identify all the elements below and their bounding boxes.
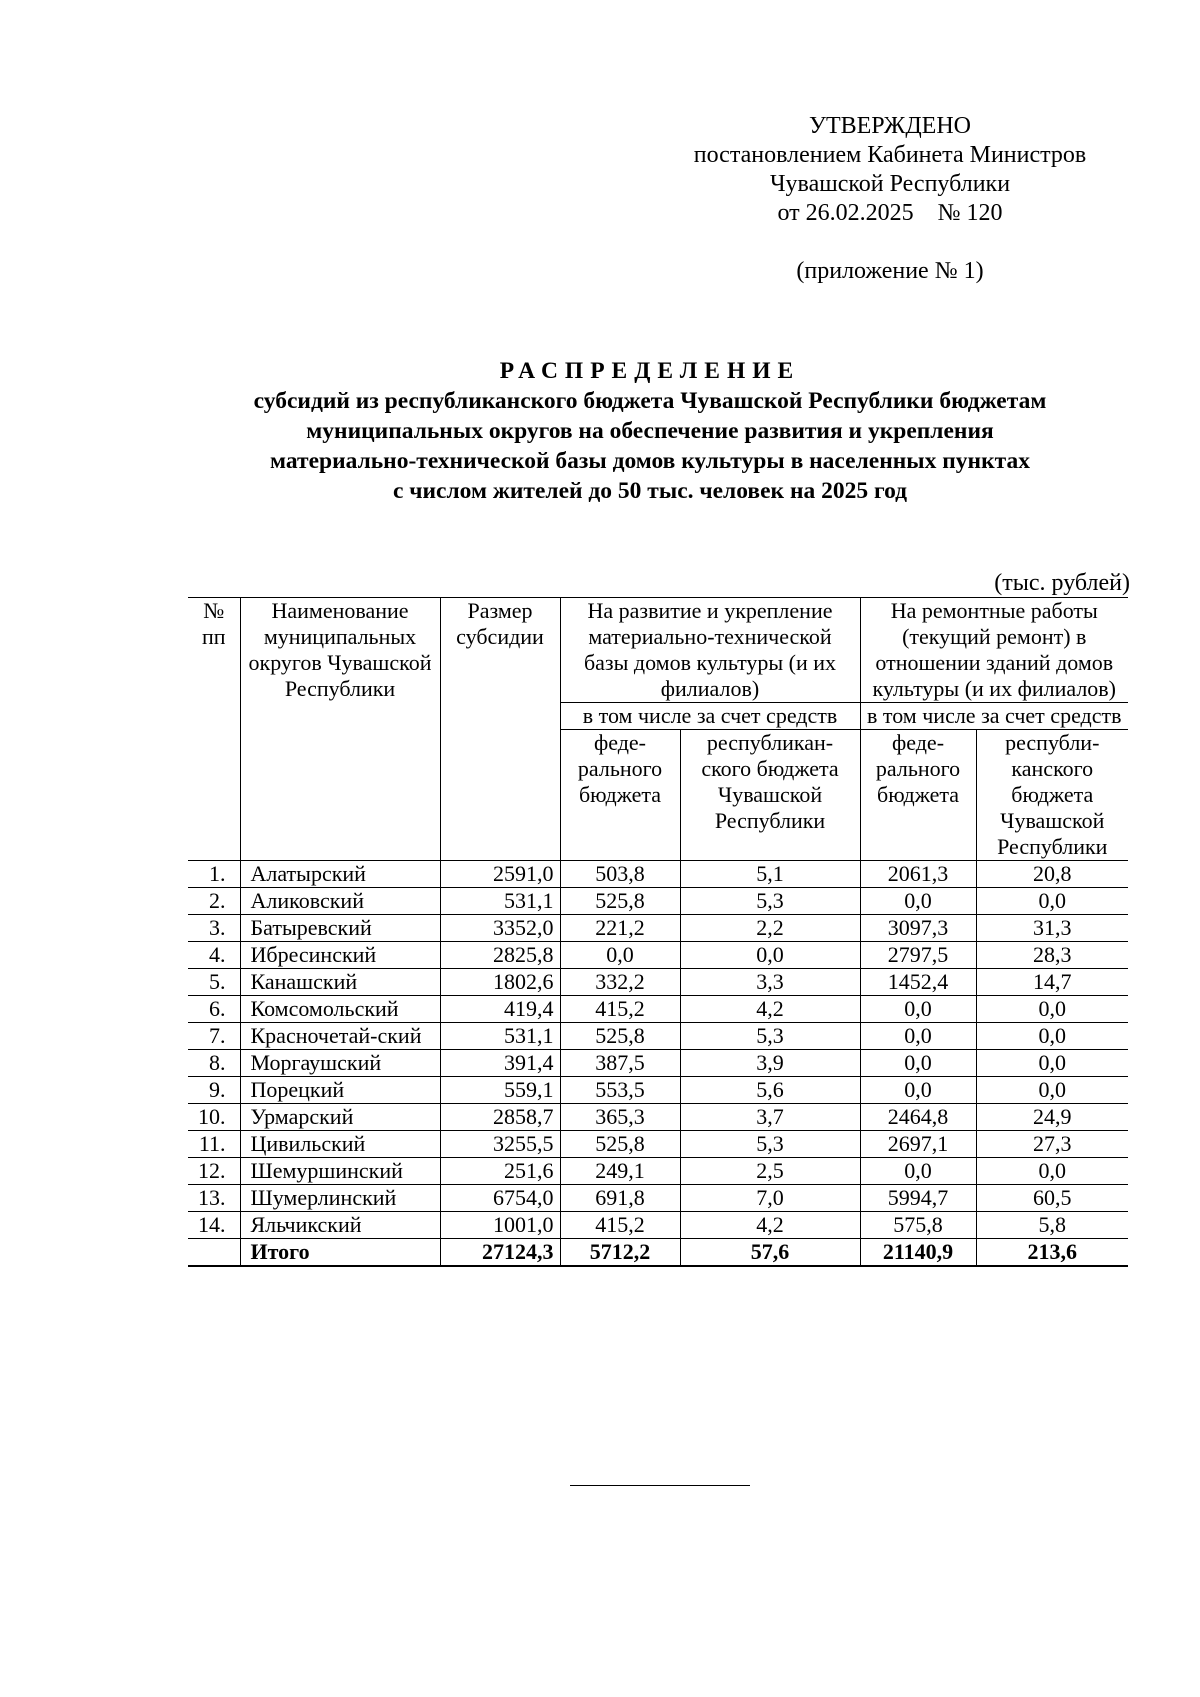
row-dev-republic: 2,2 [680,915,860,942]
row-dev-republic: 5,1 [680,861,860,888]
header-number: № пп [188,598,240,861]
row-dev-federal: 553,5 [560,1077,680,1104]
row-repair-republic: 0,0 [976,996,1128,1023]
row-repair-federal: 0,0 [860,1050,976,1077]
row-dev-federal: 387,5 [560,1050,680,1077]
row-dev-federal: 415,2 [560,996,680,1023]
subsidy-table [188,597,1128,1267]
row-subsidy-size: 6754,0 [440,1185,560,1212]
row-repair-republic: 20,8 [976,861,1128,888]
total-dev-federal: 5712,2 [560,1239,680,1267]
header-repair-including: в том числе за счет средств [860,703,1128,730]
row-repair-republic: 60,5 [976,1185,1128,1212]
row-dev-federal: 0,0 [560,942,680,969]
table-row [188,1212,1128,1239]
total-repair-federal: 21140,9 [860,1239,976,1267]
row-repair-federal: 0,0 [860,996,976,1023]
row-dev-federal: 691,8 [560,1185,680,1212]
row-dev-federal: 332,2 [560,969,680,996]
table-body [188,861,1128,1267]
row-number: 8. [188,1050,240,1077]
table-row [188,1131,1128,1158]
row-subsidy-size: 531,1 [440,1023,560,1050]
total-row [188,1239,1128,1267]
row-municipality: Порецкий [240,1077,440,1104]
approval-issuer: постановлением Кабинета Министров [693,142,1087,168]
table-row [188,1050,1128,1077]
row-subsidy-size: 251,6 [440,1158,560,1185]
title-line-1: субсидий из республиканского бюджета Чувашской Республики бюджетам [253,388,1047,414]
approval-date-number: от 26.02.2025 № 120 [777,200,1003,226]
row-number: 12. [188,1158,240,1185]
title-line-2: муниципальных округов на обеспечение развития и укрепления [306,418,994,444]
total-number-cell [188,1239,240,1267]
row-subsidy-size: 3255,5 [440,1131,560,1158]
row-dev-republic: 2,5 [680,1158,860,1185]
row-dev-federal: 221,2 [560,915,680,942]
row-municipality: Моргаушский [240,1050,440,1077]
row-repair-republic: 0,0 [976,1050,1128,1077]
closing-rule [570,1485,750,1486]
row-number: 14. [188,1212,240,1239]
row-municipality: Шумерлинский [240,1185,440,1212]
header-repair-republic: республи-канского бюджета Чувашской Республики [976,730,1128,861]
table-row [188,1104,1128,1131]
table-row [188,942,1128,969]
header-repair-federal: феде-рального бюджета [860,730,976,861]
row-municipality: Аликовский [240,888,440,915]
row-subsidy-size: 419,4 [440,996,560,1023]
row-repair-federal: 2797,5 [860,942,976,969]
appendix-label: (приложение № 1) [796,258,984,284]
approval-republic: Чувашской Республики [769,171,1011,197]
row-dev-republic: 5,6 [680,1077,860,1104]
row-repair-republic: 0,0 [976,1077,1128,1104]
row-repair-federal: 0,0 [860,888,976,915]
row-repair-republic: 28,3 [976,942,1128,969]
row-subsidy-size: 2825,8 [440,942,560,969]
row-number: 6. [188,996,240,1023]
row-dev-republic: 4,2 [680,1212,860,1239]
row-municipality: Урмарский [240,1104,440,1131]
row-repair-federal: 3097,3 [860,915,976,942]
row-repair-republic: 24,9 [976,1104,1128,1131]
row-dev-republic: 3,9 [680,1050,860,1077]
row-municipality: Ибресинский [240,942,440,969]
row-repair-federal: 0,0 [860,1023,976,1050]
row-repair-republic: 0,0 [976,1023,1128,1050]
row-number: 4. [188,942,240,969]
total-dev-republic: 57,6 [680,1239,860,1267]
units-label: (тыс. рублей) [994,570,1130,596]
row-dev-republic: 0,0 [680,942,860,969]
table-row [188,915,1128,942]
row-dev-republic: 3,7 [680,1104,860,1131]
row-municipality: Батыревский [240,915,440,942]
row-dev-federal: 503,8 [560,861,680,888]
row-municipality: Комсомольский [240,996,440,1023]
row-dev-republic: 5,3 [680,1131,860,1158]
row-dev-federal: 415,2 [560,1212,680,1239]
table-row [188,1185,1128,1212]
row-municipality: Алатырский [240,861,440,888]
row-municipality: Красночетай-ский [240,1023,440,1050]
row-repair-republic: 0,0 [976,1158,1128,1185]
row-repair-federal: 1452,4 [860,969,976,996]
row-repair-federal: 2464,8 [860,1104,976,1131]
title-heading: РАСПРЕДЕЛЕНИЕ [499,358,801,384]
approval-title: УТВЕРЖДЕНО [808,113,972,139]
row-municipality: Шемуршинский [240,1158,440,1185]
row-subsidy-size: 1802,6 [440,969,560,996]
title-line-3: материально-технической базы домов культуры в населенных пунктах [270,448,1030,474]
row-subsidy-size: 559,1 [440,1077,560,1104]
table-row [188,1023,1128,1050]
row-dev-federal: 249,1 [560,1158,680,1185]
row-dev-republic: 5,3 [680,1023,860,1050]
total-label: Итого [240,1239,440,1267]
row-number: 1. [188,861,240,888]
row-municipality: Яльчикский [240,1212,440,1239]
total-subsidy-size: 27124,3 [440,1239,560,1267]
row-dev-federal: 525,8 [560,888,680,915]
table-row [188,1158,1128,1185]
row-dev-federal: 525,8 [560,1131,680,1158]
row-repair-federal: 2061,3 [860,861,976,888]
row-repair-republic: 14,7 [976,969,1128,996]
table-row [188,1077,1128,1104]
row-subsidy-size: 2591,0 [440,861,560,888]
row-subsidy-size: 1001,0 [440,1212,560,1239]
row-number: 5. [188,969,240,996]
row-dev-republic: 5,3 [680,888,860,915]
row-dev-republic: 4,2 [680,996,860,1023]
document-title [120,356,1180,506]
row-dev-republic: 3,3 [680,969,860,996]
table-row [188,861,1128,888]
row-subsidy-size: 531,1 [440,888,560,915]
header-dev-including: в том числе за счет средств [560,703,860,730]
approval-stamp [660,112,1120,286]
table-row [188,969,1128,996]
row-number: 10. [188,1104,240,1131]
row-municipality: Цивильский [240,1131,440,1158]
row-repair-republic: 27,3 [976,1131,1128,1158]
header-repair: На ремонтные работы (текущий ремонт) в отношении зданий домов культуры (и их филиалов) [860,598,1128,703]
row-dev-federal: 365,3 [560,1104,680,1131]
row-repair-republic: 5,8 [976,1212,1128,1239]
row-repair-federal: 5994,7 [860,1185,976,1212]
row-number: 9. [188,1077,240,1104]
row-repair-federal: 2697,1 [860,1131,976,1158]
row-repair-republic: 0,0 [976,888,1128,915]
row-repair-republic: 31,3 [976,915,1128,942]
row-subsidy-size: 391,4 [440,1050,560,1077]
row-dev-federal: 525,8 [560,1023,680,1050]
row-dev-republic: 7,0 [680,1185,860,1212]
row-repair-federal: 575,8 [860,1212,976,1239]
row-subsidy-size: 2858,7 [440,1104,560,1131]
header-dev-federal: феде-рального бюджета [560,730,680,861]
header-dev-republic: республикан-ского бюджета Чувашской Республики [680,730,860,861]
row-subsidy-size: 3352,0 [440,915,560,942]
table-row [188,996,1128,1023]
header-development: На развитие и укрепление материально-технической базы домов культуры (и их филиалов) [560,598,860,703]
row-municipality: Канашский [240,969,440,996]
table-row [188,888,1128,915]
row-number: 7. [188,1023,240,1050]
header-municipality: Наименование муниципальных округов Чувашской Республики [240,598,440,861]
row-repair-federal: 0,0 [860,1077,976,1104]
header-subsidy-size: Размер субсидии [440,598,560,861]
row-number: 3. [188,915,240,942]
row-repair-federal: 0,0 [860,1158,976,1185]
title-line-4: с числом жителей до 50 тыс. человек на 2025 год [392,478,908,504]
row-number: 13. [188,1185,240,1212]
row-number: 11. [188,1131,240,1158]
total-repair-republic: 213,6 [976,1239,1128,1267]
row-number: 2. [188,888,240,915]
